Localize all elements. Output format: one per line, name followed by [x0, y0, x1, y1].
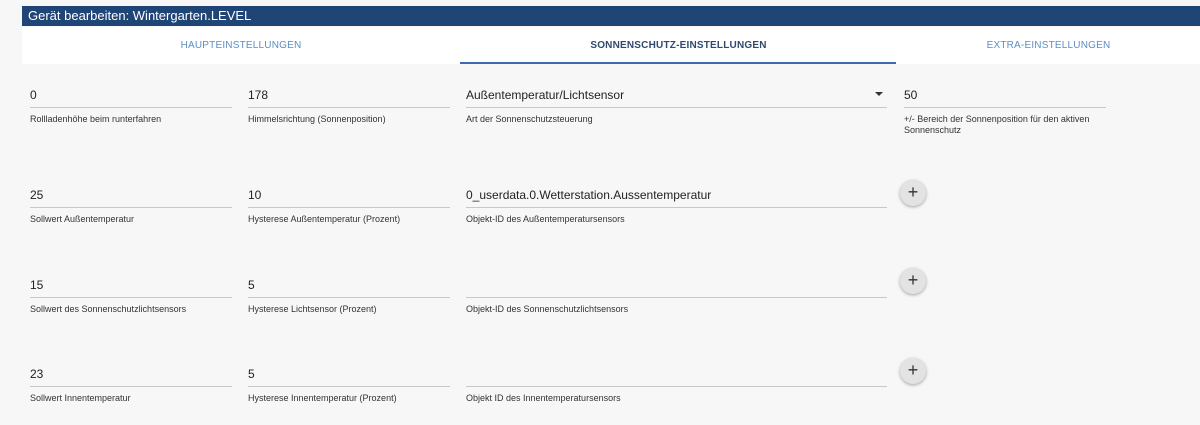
sonnenposition-bereich-label: +/- Bereich der Sonnenposition für den aktiven Sonnenschutz: [904, 114, 1090, 135]
field-sollwert-innentemperatur[interactable]: [30, 366, 232, 404]
plus-icon: +: [907, 270, 919, 290]
field-sollwert-lichtsensor[interactable]: [30, 277, 232, 315]
sollwert-aussentemperatur-label: Sollwert Außentemperatur: [30, 214, 135, 224]
hysterese-innentemperatur-label: Hysterese Innentemperatur (Prozent): [248, 393, 397, 403]
tab-sonnenschutz-einstellungen[interactable]: SONNENSCHUTZ-EINSTELLUNGEN: [590, 40, 767, 51]
tab-bar: [22, 27, 1200, 64]
sollwert-aussentemperatur-input[interactable]: 25: [30, 187, 232, 208]
add-lichtsensor-button[interactable]: [900, 268, 926, 294]
sonnenschutzsteuerung-label: Art der Sonnenschutzsteuerung: [466, 114, 593, 124]
field-himmelsrichtung[interactable]: [248, 87, 450, 125]
sollwert-lichtsensor-label: Sollwert des Sonnenschutzlichtsensors: [30, 304, 187, 314]
sonnenposition-bereich-input[interactable]: 50: [904, 87, 1106, 108]
himmelsrichtung-label: Himmelsrichtung (Sonnenposition): [248, 114, 386, 124]
add-aussentemperatursensor-button[interactable]: [900, 180, 926, 206]
objekt-id-aussentemperatursensor-label: Objekt-ID des Außentemperatursensors: [466, 214, 625, 224]
objekt-id-lichtsensor-input[interactable]: [466, 277, 887, 298]
objekt-id-innentemperatursensor-input[interactable]: [466, 366, 887, 387]
field-sollwert-aussentemperatur[interactable]: [30, 187, 232, 225]
tab-extra-einstellungen[interactable]: EXTRA-EINSTELLUNGEN: [986, 40, 1111, 51]
plus-icon: +: [907, 360, 919, 380]
objekt-id-lichtsensor-label: Objekt-ID des Sonnenschutzlichtsensors: [466, 304, 629, 314]
active-tab-indicator: [460, 62, 896, 64]
objekt-id-innentemperatursensor-label: Objekt ID des Innentemperatursensors: [466, 393, 621, 403]
hysterese-aussentemperatur-input[interactable]: 10: [248, 187, 450, 208]
plus-icon: +: [907, 182, 919, 202]
sonnenschutzsteuerung-selected: Außentemperatur/Lichtsensor: [466, 88, 625, 102]
field-art-sonnenschutzsteuerung[interactable]: [466, 87, 887, 125]
rollladenhoehe-label: Rollladenhöhe beim runterfahren: [30, 114, 162, 124]
field-objekt-id-aussentemperatursensor[interactable]: [466, 187, 887, 225]
hysterese-innentemperatur-input[interactable]: 5: [248, 366, 450, 387]
field-sonnenposition-bereich[interactable]: [904, 87, 1106, 136]
tab-haupteinstellungen[interactable]: HAUPTEINSTELLUNGEN: [180, 40, 302, 51]
sollwert-innentemperatur-input[interactable]: 23: [30, 366, 232, 387]
hysterese-lichtsensor-label: Hysterese Lichtsensor (Prozent): [248, 304, 377, 314]
sollwert-lichtsensor-input[interactable]: 15: [30, 277, 232, 298]
objekt-id-aussentemperatursensor-input[interactable]: 0_userdata.0.Wetterstation.Aussentemperatur: [466, 187, 887, 208]
sonnenschutzsteuerung-select[interactable]: [466, 87, 887, 108]
add-innentemperatursensor-button[interactable]: [900, 358, 926, 384]
hysterese-lichtsensor-input[interactable]: 5: [248, 277, 450, 298]
field-objekt-id-lichtsensor[interactable]: [466, 277, 887, 315]
field-hysterese-aussentemperatur[interactable]: [248, 187, 450, 225]
field-objekt-id-innentemperatursensor[interactable]: [466, 366, 887, 404]
dialog-title: Gerät bearbeiten: Wintergarten.LEVEL: [22, 6, 1200, 26]
sollwert-innentemperatur-label: Sollwert Innentemperatur: [30, 393, 131, 403]
field-rollladenhoehe[interactable]: [30, 87, 232, 125]
field-hysterese-lichtsensor[interactable]: [248, 277, 450, 315]
chevron-down-icon[interactable]: [875, 92, 883, 96]
rollladenhoehe-input[interactable]: 0: [30, 87, 232, 108]
himmelsrichtung-input[interactable]: 178: [248, 87, 450, 108]
field-hysterese-innentemperatur[interactable]: [248, 366, 450, 404]
hysterese-aussentemperatur-label: Hysterese Außentemperatur (Prozent): [248, 214, 401, 224]
